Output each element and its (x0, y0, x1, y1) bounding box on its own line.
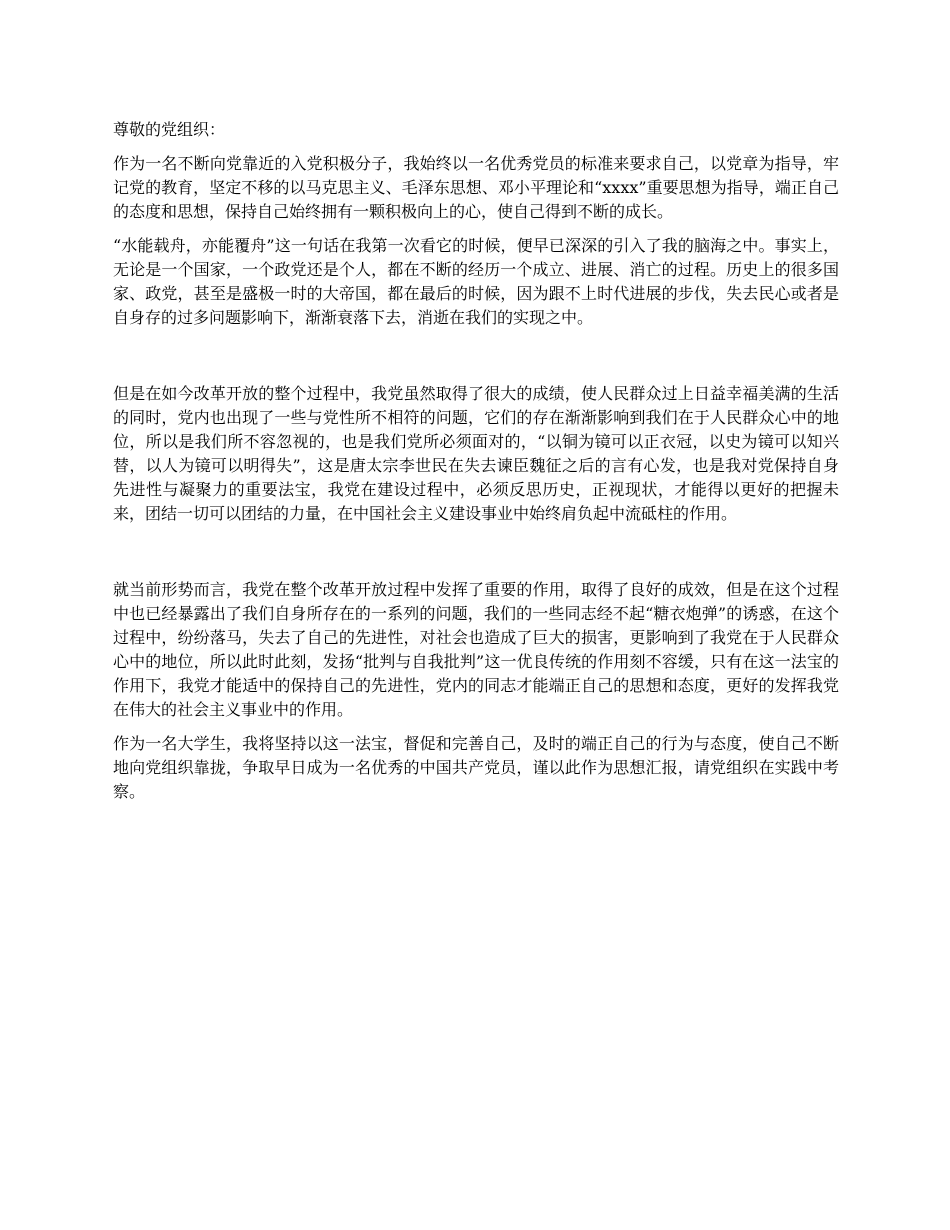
paragraph-5: 作为一名大学生，我将坚持以这一法宝，督促和完善自己，及时的端正自己的行为与态度，使自己不断地向党组织靠拢，争取早日成为一名优秀的中国共产党员，谨以此作为思想汇报，请党组织在实践中考察。 (113, 734, 839, 801)
salutation: 尊敬的党组织： (113, 120, 226, 139)
paragraph-spacer (113, 536, 839, 578)
paragraph-3: 但是在如今改革开放的整个过程中，我党虽然取得了很大的成绩，使人民群众过上日益幸福美满的生活的同时，党内也出现了一些与党性所不相符的问题，它们的存在渐渐影响到我们在于人民群众心中的地位，所以是我们所不容忽视的，也是我们党所必须面对的，“以铜为镜可以正衣冠，以史为镜可以知兴替，以人为镜可以明得失”，这是唐太宗李世民在失去谏臣魏征之后的言有心发，也是我对党保持自身先进性与凝聚力的重要法宝，我党在建设过程中，必须反思历史，正视现状，才能得以更好的把握未来，团结一切可以团结的力量，在中国社会主义建设事业中始终肩负起中流砥柱的作用。 (113, 384, 839, 523)
paragraph-spacer (113, 340, 839, 382)
paragraph-1: 作为一名不断向党靠近的入党积极分子，我始终以一名优秀党员的标准来要求自己，以党章为指导，牢记党的教育，坚定不移的以马克思主义、毛泽东思想、邓小平理论和“xxxx”重要思想为指导，端正自己的态度和思想，保持自己始终拥有一颗积极向上的心，使自己得到不断的成长。 (113, 154, 839, 221)
document-body (113, 118, 839, 814)
paragraph-2: “水能载舟，亦能覆舟”这一句话在我第一次看它的时候，便早已深深的引入了我的脑海之中。事实上，无论是一个国家，一个政党还是个人，都在不断的经历一个成立、进展、消亡的过程。历史上的很多国家、政党，甚至是盛极一时的大帝国，都在最后的时候，因为跟不上时代进展的步伐，失去民心或者是自身存的过多问题影响下，渐渐衰落下去，消逝在我们的实现之中。 (113, 236, 839, 327)
paragraph-4: 就当前形势而言，我党在整个改革开放过程中发挥了重要的作用，取得了良好的成效，但是在这个过程中也已经暴露出了我们自身所存在的一系列的问题，我们的一些同志经不起“糖衣炮弹”的诱惑，在这个过程中，纷纷落马，失去了自己的先进性，对社会也造成了巨大的损害，更影响到了我党在于人民群众心中的地位，所以此时此刻，发扬“批判与自我批判”这一优良传统的作用刻不容缓，只有在这一法宝的作用下，我党才能适中的保持自己的先进性，党内的同志才能端正自己的思想和态度，更好的发挥我党在伟大的社会主义事业中的作用。 (113, 580, 839, 719)
